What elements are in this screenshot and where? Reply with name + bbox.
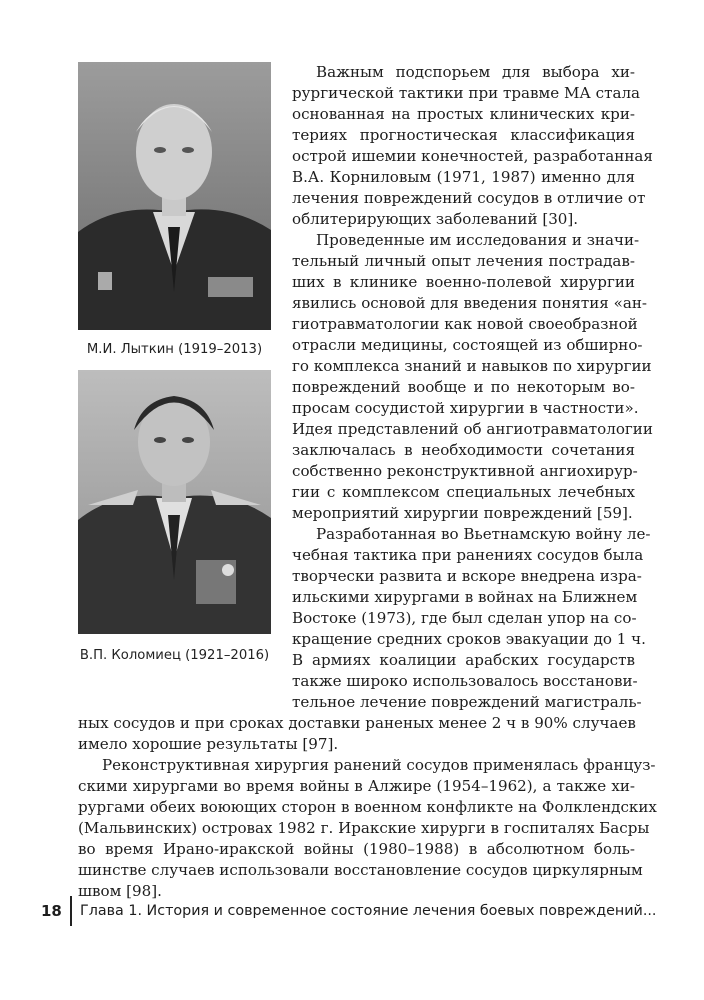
text-line: мероприятий хирургии повреждений [59].: [292, 504, 633, 522]
text-line: имело хорошие результаты [97].: [78, 735, 339, 753]
text-line: (Мальвинских) островах 1982 г. Иракские хирурги в госпиталях Басры: [78, 819, 650, 837]
text-line: гии с комплексом специальных лечебных: [292, 483, 635, 501]
text-line: заключалась в необходимости сочетания: [292, 441, 635, 459]
text-line: чебная тактика при ранениях сосудов была: [292, 546, 644, 564]
text-line: шинстве случаев использовали восстановление сосудов циркулярным: [78, 861, 643, 879]
text-line: лечения повреждений сосудов в отличие от: [292, 189, 646, 207]
photo-caption-lytkin: М.И. Лыткин (1919–2013): [86, 342, 263, 357]
text-line: ших в клинике военно-полевой хирургии: [292, 273, 635, 291]
text-line: собственно реконструктивной ангиохирур-: [292, 462, 638, 480]
text-line: рургической тактики при травме МА стала: [292, 84, 641, 102]
text-line: во время Ирано-иракской войны (1980–1988) в абсолютном боль-: [78, 840, 635, 858]
text-line: В армиях коалиции арабских государств: [292, 651, 635, 669]
text-line: Идея представлений об ангиотравматологии: [292, 420, 653, 438]
text-line: также широко использовалось восстанови-: [292, 672, 638, 690]
portrait-photo-lytkin: [78, 62, 271, 330]
text-line: В.А. Корниловым (1971, 1987) именно для: [292, 168, 635, 186]
text-line: просам сосудистой хирургии в частности».: [292, 399, 639, 417]
text-line: кращение средних сроков эвакуации до 1 ч.: [292, 630, 646, 648]
text-line: отрасли медицины, состоящей из обширно-: [292, 336, 643, 354]
text-line: териях прогностическая классификация: [292, 126, 635, 144]
text-line: явились основой для введения понятия «ан-: [292, 294, 647, 312]
running-footer-chapter: Глава 1. История и современное состояние лечения боевых повреждений...: [80, 903, 657, 919]
text-line: скими хирургами во время войны в Алжире (1954–1962), а также хи-: [78, 777, 635, 795]
text-line: рургами обеих воюющих сторон в военном конфликте на Фолклендских: [78, 798, 657, 816]
photo-caption-kolomiets: В.П. Коломиец (1921–2016): [79, 648, 270, 663]
text-line: повреждений вообще и по некоторым во-: [292, 378, 635, 396]
page-number: 18: [41, 902, 62, 920]
text-line: Разработанная во Вьетнамскую войну ле-: [316, 525, 651, 543]
footer-divider: [70, 896, 72, 926]
portrait-photo-kolomiets: [78, 370, 271, 634]
text-line: основанная на простых клинических кри-: [292, 105, 635, 123]
text-line: швом [98].: [78, 882, 162, 900]
text-line: облитерирующих заболеваний [30].: [292, 210, 579, 228]
text-line: го комплекса знаний и навыков по хирургии: [292, 357, 652, 375]
text-line: Реконструктивная хирургия ранений сосудов применялась француз-: [102, 756, 656, 774]
text-line: тельное лечение повреждений магистраль-: [292, 693, 642, 711]
text-line: творчески развита и вскоре внедрена изра-: [292, 567, 642, 585]
text-line: тельный личный опыт лечения пострадав-: [292, 252, 635, 270]
text-line: острой ишемии конечностей, разработанная: [292, 147, 653, 165]
text-line: Востоке (1973), где был сделан упор на со-: [292, 609, 637, 627]
text-line: ных сосудов и при сроках доставки раненых менее 2 ч в 90% случаев: [78, 714, 636, 732]
text-line: Важным подспорьем для выбора хи-: [316, 63, 635, 81]
text-line: Проведенные им исследования и значи-: [316, 231, 640, 249]
text-line: ильскими хирургами в войнах на Ближнем: [292, 588, 638, 606]
text-line: гиотравматологии как новой своеобразной: [292, 315, 638, 333]
